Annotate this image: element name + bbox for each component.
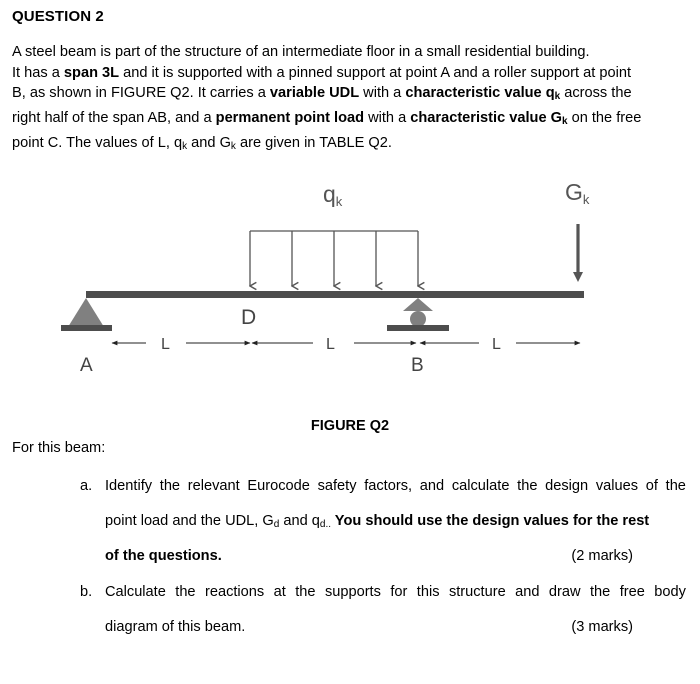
point-b-label: B: [411, 355, 424, 376]
intro-line-1: A steel beam is part of the structure of an intermediate floor in a small residential building.: [12, 44, 590, 60]
beam-diagram: [0, 170, 700, 390]
part-a-line-1-word: the: [517, 478, 538, 494]
part-a-line-1-word: calculate: [451, 478, 510, 494]
part-b-line-1-word: reactions: [204, 584, 265, 600]
udl-load: [250, 231, 418, 286]
part-a-line-1-word: Eurocode: [247, 478, 310, 494]
part-a-line-1-word: safety: [317, 478, 357, 494]
udl-label: qk: [323, 181, 343, 209]
point-load-arrow: [573, 224, 583, 282]
part-b-line-1-word: free: [619, 584, 645, 600]
intro-line-5: point C. The values of L, $q_k$ and $G_k$ are given in TABLE Q2.: [12, 134, 392, 152]
part-a-line-1-word: and: [419, 478, 445, 494]
lead-text: For this beam:: [12, 440, 106, 456]
part-b-line-1-word: at: [273, 584, 286, 600]
part-a-line-1-word: of: [645, 478, 658, 494]
point-a-label: A: [80, 355, 93, 376]
part-a-line-1-word: the: [159, 478, 181, 494]
part-b-line-1-word: the: [589, 584, 611, 600]
point-d-label: D: [241, 306, 257, 329]
question-title: QUESTION 2: [12, 8, 104, 25]
part-a-line-1-word: design: [545, 478, 589, 494]
part-a-line-1-word: Identify: [105, 478, 153, 494]
part-b-line-1-word: the: [295, 584, 316, 600]
part-b-line-1: [105, 584, 686, 600]
part-a-line-1-word: factors,: [364, 478, 413, 494]
part-b-line-1-word: supports: [324, 584, 381, 600]
part-b-line-2: diagram of this beam.: [105, 619, 246, 635]
intro-line-4: right half of the span AB, and a permanent point load with a characteristic value $G_k$ on the free: [12, 110, 642, 128]
part-b-line-1-word: body: [654, 584, 686, 600]
pinned-support-a: [61, 298, 112, 331]
part-b-line-1-word: for: [390, 584, 408, 600]
dimension-label-2: L: [326, 336, 335, 353]
part-b-line-1-word: the: [175, 584, 196, 600]
part-a-line-2: point load and the UDL, $G_d$ and $q_{d..}$ You should use the design values for the rest: [105, 513, 650, 530]
intro-line-2: It has a span 3L and it is supported with a pinned support at point A and a roller support at point: [12, 64, 632, 81]
roller-support-b: [387, 298, 449, 331]
figure-caption: FIGURE Q2: [310, 418, 390, 434]
part-a-line-3: of the questions.: [105, 548, 222, 564]
part-a-line-1: [105, 478, 686, 494]
dimension-label-3: L: [492, 336, 501, 353]
dimension-label-1: L: [161, 336, 170, 353]
part-a-letter: a.: [80, 478, 93, 494]
part-a-marks: (2 marks): [571, 548, 633, 564]
intro-paragraph: [12, 42, 692, 158]
part-a-line-1-word: the: [665, 478, 686, 494]
part-b-letter: b.: [80, 584, 93, 600]
part-b-marks: (3 marks): [571, 619, 633, 635]
part-a-line-1-word: relevant: [187, 478, 240, 494]
part-b-line-1-word: draw: [548, 584, 581, 600]
intro-line-3: B, as shown in FIGURE Q2. It carries a variable UDL with a characteristic value $q_k$ across the: [12, 85, 632, 103]
beam: [86, 291, 584, 298]
part-b-line-1-word: this: [416, 584, 440, 600]
part-b-line-1-word: and: [515, 584, 540, 600]
part-a-line-1-word: values: [595, 478, 639, 494]
part-b-line-1-word: structure: [448, 584, 506, 600]
part-b-line-1-word: Calculate: [105, 584, 166, 600]
point-load-label: Gk: [565, 179, 590, 207]
